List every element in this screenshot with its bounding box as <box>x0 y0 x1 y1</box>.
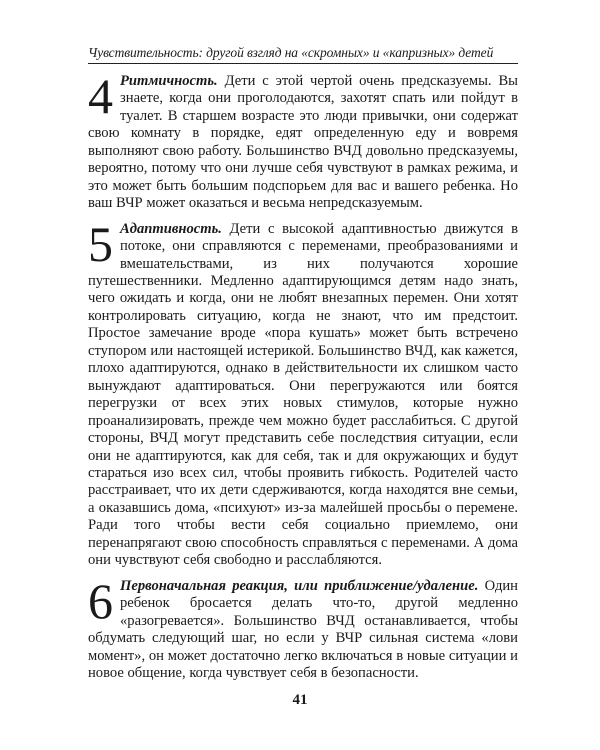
running-head: Чувствительность: другой взгляд на «скромных» и «капризных» детей <box>88 45 494 60</box>
section-heading: Первоначальная реакция, или приближение/удаление. <box>120 577 479 594</box>
header-rule <box>88 63 518 64</box>
page-number: 41 <box>292 692 308 708</box>
section-heading: Ритмичность. <box>120 73 218 89</box>
section-number: 6 <box>88 572 113 629</box>
section-adaptability <box>88 215 518 570</box>
section-text: Дети с высокой адаптивностью движутся в потоке, они справляются с переменами, преобразованиями и вмешательствами, из них получаются хорошие путешественники. Медленно адаптирующимся детям надо знать, чего ожидать и когда, они не любят внезапных перемен. Они хотят контролировать ситуацию, когда не знают, что им предстоит. Простое замечание вроде «пора кушать» может быть встречено ступором или настоящей истерикой. Большинство ВЧД, как кажется, плохо адаптируются, однако в действительности их слишком часто вынуждают адаптироваться. Они перегружаются или боятся перегрузки от всех этих новых стимулов, которые нужно проанализировать, прежде чем можно будет расслабиться. С другой стороны, ВЧД могут представить себе последствия ситуации, если они не адаптируются, как для себя, так и для окружающих и будут стараться изо всех сил, чтобы проявить гибкость. Родителей часто расстраивает, что их дети сдерживаются, когда находятся вне семьи, а оказавшись дома, «психуют» из-за малейшей просьбы о перемене. Ради того чтобы вести себя социально приемлемо, они перенапрягают свою способность справляться с переменами. А дома они чувствуют себя свободно и расслабляются. <box>88 220 518 569</box>
section-number: 5 <box>88 215 113 272</box>
body-text <box>88 68 518 682</box>
section-text: Один ребенок бросается делать что-то, другой медленно «разогревается». Большинство ВЧД останавливается, чтобы обдумать следующий шаг, но если у ВЧР сильная система «лови момент», он может достаточно легко включаться в новые ситуации и новое общение, когда чувствует себя в безопасности. <box>88 577 518 681</box>
section-text: Дети с этой чертой очень предсказуемы. Вы знаете, когда они проголодаются, захотят спать или пойдут в туалет. В старшем возрасте это люди привычки, они содержат свою комнату в порядке, едят определенную еду и вовремя выполняют свою работу. Большинство ВЧД довольно предсказуемы, вероятно, потому что они лучше себя чувствуют в рамках режима, и это может быть большим подспорьем для вас и вашего ребенка. Но ваш ВЧР может оказаться и весьма непредсказуемым. <box>88 73 518 212</box>
section-initial-reaction <box>88 572 518 683</box>
section-rhythmicity <box>88 68 518 213</box>
section-number: 4 <box>88 68 113 124</box>
section-heading: Адаптивность. <box>120 220 222 237</box>
